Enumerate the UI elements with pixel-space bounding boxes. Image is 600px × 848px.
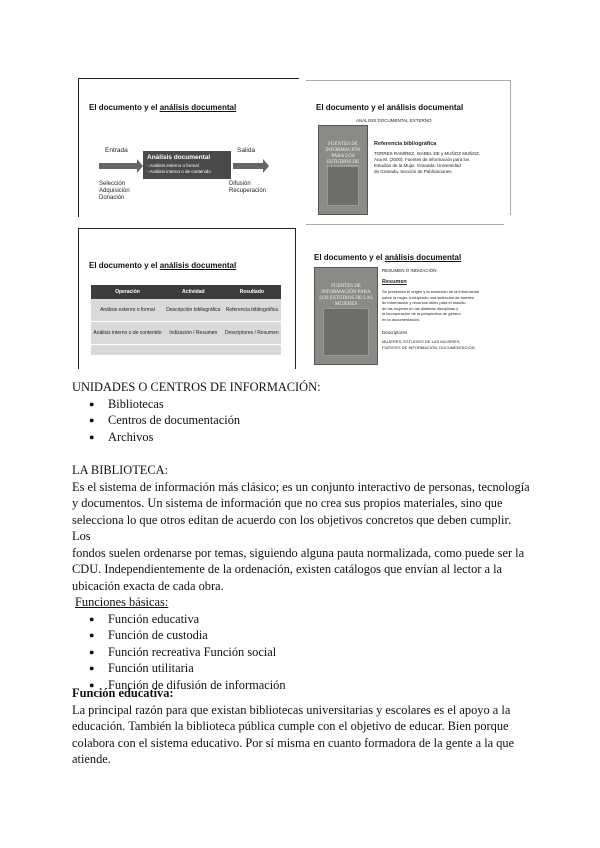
list-item: ● Archivos (108, 429, 532, 446)
slide-title: El documento y el análisis documental (89, 261, 237, 270)
paragraph-line: Es el sistema de información más clásico; es un conjunto interactivo de personas, tecnología (72, 479, 530, 494)
entrada-label: Entrada (105, 147, 128, 154)
book-cover: FUENTES DE INFORMACIÓN PARA LOS ESTUDIOS DE (318, 125, 368, 215)
education-heading: Función educativa: (72, 686, 174, 700)
list-item: ● Función de difusión de información (108, 677, 532, 694)
paragraph-line: fondos suelen ordenarse por temas, siguiendo alguna pauta normalizada, como puede ser la (72, 545, 525, 560)
list-item: ● Función utilitaria (108, 660, 532, 677)
entrada-arrow (99, 163, 137, 169)
slide-summary-indexing (306, 224, 504, 367)
table-row: Análisis externo o formal Descripción bibliográfica Referencia bibliográfica (91, 299, 281, 322)
resumen-text: Se presentan el origen y la evolución de la información sobre la mujer, incluyendo una selección de fuentes de información y recursos útiles para el estudio de las mujeres en las distintas disciplinas y la incorporación de la perspectiva de género en la documentación. (382, 289, 480, 322)
slide-subheader: RESUMEN O INDIZACIÓN (382, 268, 437, 273)
slide-title: El documento y el análisis documental (314, 253, 462, 262)
salida-arrow (233, 163, 263, 169)
paragraph-line: ubicación exacta de cada obra. (72, 578, 224, 593)
paragraph-line: CDU. Independientemente de la ordenación, existen catálogos que envían al lector a la (72, 562, 503, 576)
reference-text: TORRES RAMÍREZ, ISABEL DE y MUÑOZ MUÑOZ, Ana M. (2000). Fuentes de información para los Estudios de la Mujer. Granada: Universidad de Granada, Sección de Publicaciones. (374, 151, 481, 174)
units-heading: UNIDADES O CENTROS DE INFORMACIÓN: (72, 380, 321, 394)
list-item: ● Función recreativa Función social (108, 644, 532, 661)
paragraph-line: selecciona lo que otros editan de acuerdo con los objetivos concretos que deben cumplir. Los (72, 512, 512, 543)
paragraph-line: y documentos. Un sistema de información que no crea sus propios materiales, sino que (72, 496, 503, 510)
slide-subheader: ANÁLISIS DOCUMENTAL EXTERNO (356, 118, 432, 123)
list-item: ● Bibliotecas (108, 396, 532, 413)
table-header: Resultado (223, 285, 281, 299)
entrada-list: Selección Adquisición Donación (99, 181, 130, 201)
education-section (72, 685, 532, 768)
library-section (72, 462, 532, 693)
book-cover: FUENTES DE INFORMACIÓN PARA LOS ESTUDIOS DE LAS MUJERES (314, 267, 378, 365)
descriptores-text: MUJERES; ESTUDIOS DE LAS MUJERES; FUENTES DE INFORMACIÓN; DOCUMENTACIÓN (382, 339, 475, 350)
slide-title: El documento y el análisis documental (89, 103, 237, 112)
salida-list: Difusión Recuperación (229, 181, 267, 194)
units-section (72, 379, 532, 445)
list-item: ● Centros de documentación (108, 412, 532, 429)
paragraph-line: atiende. (72, 752, 111, 766)
salida-label: Salida (237, 147, 256, 154)
reference-label: Referencia bibliográfica (374, 141, 437, 147)
units-list (72, 396, 532, 446)
slide-analysis-table (78, 228, 296, 369)
slide-analysis-diagram (78, 78, 299, 217)
list-item: ● Función de custodia (108, 627, 532, 644)
paragraph-line: La principal razón para que existan bibliotecas universitarias y escolares es el apoyo a la (72, 702, 511, 717)
table-header: Actividad (164, 285, 223, 299)
functions-heading: Funciones básicas: (75, 595, 169, 609)
slide-external-analysis (306, 80, 511, 215)
table-row: Análisis interno o de contenido Indización / Resumen Descriptores / Resumen (91, 322, 281, 345)
table-header: Operación (91, 285, 164, 299)
paragraph-line: educación. También la biblioteca pública cumple con el objetivo de educar. Bien porque (72, 719, 509, 733)
list-item: ● Función educativa (108, 611, 532, 628)
analysis-box: Análisis documental - Análisis externo o formal - Análisis interno o de contenido (143, 151, 231, 179)
analysis-table (91, 285, 281, 356)
descriptores-label: Descriptores (382, 330, 408, 335)
slide-title: El documento y el análisis documental (316, 103, 464, 112)
paragraph-line: colabora con el sistema educativo. Por sí misma en cuanto formadora de la gente a la que (72, 735, 515, 750)
resumen-label: Resumen (382, 279, 407, 285)
functions-list (72, 611, 532, 694)
library-heading: LA BIBLIOTECA: (72, 463, 169, 477)
